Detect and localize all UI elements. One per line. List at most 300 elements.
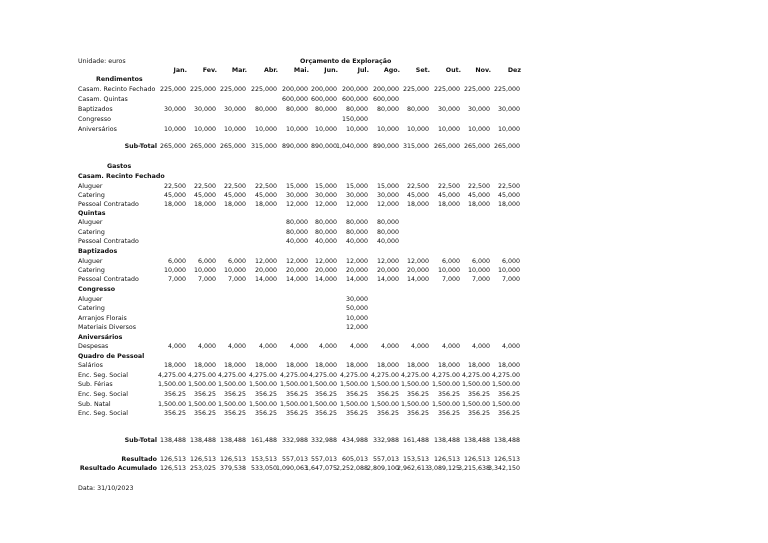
cell-value: 356.25: [163, 410, 186, 417]
cell-value: 10,000: [163, 267, 186, 274]
cell-value: 4,000: [197, 343, 216, 350]
row-label: Despesas: [78, 343, 109, 350]
row-label: Casam. Quintas: [78, 96, 128, 103]
cell-value: 4,000: [258, 343, 277, 350]
cell-value: 2,962,613: [396, 465, 429, 472]
cell-value: 18,000: [254, 362, 277, 369]
cell-value: 18,000: [254, 201, 277, 208]
cell-value: 40,000: [376, 238, 399, 245]
cell-value: 356.25: [376, 410, 399, 417]
cell-value: 1,500.00: [157, 381, 186, 388]
cell-value: 1,500.00: [491, 401, 520, 408]
cell-value: 265,000: [159, 143, 186, 150]
month-header: Abr.: [264, 67, 278, 74]
cell-value: 15,000: [314, 183, 337, 190]
cell-value: 18,000: [406, 201, 429, 208]
month-header: Mar.: [231, 67, 247, 74]
cell-value: 18,000: [223, 201, 246, 208]
cell-value: 7,000: [227, 276, 246, 283]
cell-value: 80,000: [345, 229, 368, 236]
cell-value: 18,000: [193, 201, 216, 208]
cell-value: 1,500.00: [400, 381, 429, 388]
cell-value: 10,000: [345, 126, 368, 133]
cell-value: 10,000: [345, 315, 368, 322]
cell-value: 1,500.00: [308, 401, 337, 408]
cell-value: 80,000: [376, 219, 399, 226]
cell-value: 225,000: [402, 86, 429, 93]
cell-value: 1,090,063: [275, 465, 308, 472]
cell-value: 22,500: [467, 183, 490, 190]
cell-value: 332,988: [281, 437, 308, 444]
cell-value: 1,500.00: [431, 401, 460, 408]
cell-value: 12,000: [376, 258, 399, 265]
cell-value: 4,275.00: [339, 372, 368, 379]
cell-value: 153,513: [250, 456, 277, 463]
row-label: Pessoal Contratado: [78, 238, 139, 245]
cell-value: 605,013: [341, 456, 368, 463]
cell-value: 4,275.00: [370, 372, 399, 379]
cell-value: 30,000: [437, 106, 460, 113]
cell-value: 40,000: [285, 238, 308, 245]
cell-value: 890,000: [281, 143, 308, 150]
cell-value: 4,275.00: [491, 372, 520, 379]
cell-value: 4,275.00: [217, 372, 246, 379]
cell-value: 30,000: [467, 106, 490, 113]
cell-value: 18,000: [345, 362, 368, 369]
cell-value: 30,000: [314, 192, 337, 199]
cell-value: 4,275.00: [187, 372, 216, 379]
cell-value: 7,000: [471, 276, 490, 283]
cell-value: 2,809,100: [366, 465, 399, 472]
month-header: Jun.: [324, 67, 338, 74]
month-header: Fev.: [202, 67, 217, 74]
cell-value: 4,000: [318, 343, 337, 350]
cell-value: 126,513: [463, 456, 490, 463]
cell-value: 200,000: [341, 86, 368, 93]
row-label: Enc. Seg. Social: [78, 410, 128, 417]
cell-value: 40,000: [314, 238, 337, 245]
cell-value: 356.25: [437, 391, 460, 398]
cell-value: 1,500.00: [370, 381, 399, 388]
cell-value: 1,500.00: [187, 401, 216, 408]
row-label: Aluguer: [78, 219, 103, 226]
cell-value: 10,000: [437, 267, 460, 274]
cell-value: 126,513: [219, 456, 246, 463]
month-header: Mai.: [293, 67, 309, 74]
month-header: Out.: [445, 67, 461, 74]
cell-value: 45,000: [193, 192, 216, 199]
cell-value: 15,000: [345, 183, 368, 190]
cell-value: 45,000: [437, 192, 460, 199]
cell-value: 225,000: [189, 86, 216, 93]
cell-value: 10,000: [193, 267, 216, 274]
cell-value: 138,488: [433, 437, 460, 444]
cell-value: 3,215,638: [457, 465, 490, 472]
cell-value: 22,500: [254, 183, 277, 190]
row-label: Pessoal Contratado: [78, 276, 139, 283]
cell-value: 20,000: [406, 267, 429, 274]
cell-value: 356.25: [285, 410, 308, 417]
cell-value: 4,000: [501, 343, 520, 350]
cell-value: 12,000: [345, 324, 368, 331]
cell-value: 150,000: [341, 116, 368, 123]
cell-value: 265,000: [189, 143, 216, 150]
row-label: Congresso: [78, 116, 111, 123]
cell-value: 434,988: [341, 437, 368, 444]
cell-value: 1,500.00: [431, 381, 460, 388]
row-label: Aluguer: [78, 296, 103, 303]
cell-value: 356.25: [163, 391, 186, 398]
cell-value: 379,538: [219, 465, 246, 472]
cell-value: 50,000: [345, 305, 368, 312]
unit-label: Unidade: euros: [78, 58, 126, 65]
cell-value: 22,500: [223, 183, 246, 190]
row-label: Sub. Natal: [78, 401, 111, 408]
cell-value: 80,000: [285, 106, 308, 113]
cell-value: 18,000: [223, 362, 246, 369]
cell-value: 1,500.00: [339, 401, 368, 408]
cell-value: 80,000: [254, 106, 277, 113]
cell-value: 10,000: [285, 126, 308, 133]
cell-value: 600,000: [372, 96, 399, 103]
cell-value: 356.25: [193, 391, 216, 398]
cell-value: 356.25: [467, 391, 490, 398]
row-label: Aluguer: [78, 258, 103, 265]
cell-value: 10,000: [406, 126, 429, 133]
row-label: Casam. Recinto Fechado: [78, 173, 165, 180]
cell-value: 225,000: [433, 86, 460, 93]
cell-value: 200,000: [281, 86, 308, 93]
cell-value: 80,000: [314, 106, 337, 113]
row-label: Casam. Recinto Fechado: [78, 86, 156, 93]
cell-value: 225,000: [219, 86, 246, 93]
cell-value: 20,000: [285, 267, 308, 274]
cell-value: 1,500.00: [248, 381, 277, 388]
row-label: Arranjos Florais: [78, 315, 127, 322]
cell-value: 20,000: [314, 267, 337, 274]
row-label: Aniversários: [78, 126, 117, 133]
cell-value: 18,000: [497, 201, 520, 208]
cell-value: 20,000: [345, 267, 368, 274]
cell-value: 1,500.00: [461, 401, 490, 408]
cell-value: 80,000: [345, 106, 368, 113]
cell-value: 1,500.00: [279, 401, 308, 408]
cell-value: 18,000: [163, 362, 186, 369]
cell-value: 356.25: [406, 391, 429, 398]
cell-value: 80,000: [376, 106, 399, 113]
cell-value: 30,000: [163, 106, 186, 113]
cell-value: 4,000: [167, 343, 186, 350]
cell-value: 4,000: [227, 343, 246, 350]
cell-value: 126,513: [159, 456, 186, 463]
cell-value: 1,500.00: [217, 401, 246, 408]
cell-value: 557,013: [281, 456, 308, 463]
cell-value: 22,500: [406, 183, 429, 190]
cell-value: 4,275.00: [157, 372, 186, 379]
cell-value: 45,000: [254, 192, 277, 199]
cell-value: 332,988: [372, 437, 399, 444]
cell-value: 315,000: [402, 143, 429, 150]
cell-value: 12,000: [314, 201, 337, 208]
cell-value: 126,513: [433, 456, 460, 463]
cell-value: 10,000: [254, 126, 277, 133]
cell-value: 18,000: [314, 362, 337, 369]
row-label: Resultado Acumulado: [79, 465, 157, 472]
row-label: Catering: [78, 305, 105, 312]
cell-value: 18,000: [437, 201, 460, 208]
cell-value: 10,000: [497, 267, 520, 274]
row-label: Materiais Diversos: [78, 324, 137, 331]
cell-value: 1,500.00: [308, 381, 337, 388]
subtotal-label: Sub-Total: [124, 437, 157, 444]
cell-value: 1,500.00: [370, 401, 399, 408]
cell-value: 1,500.00: [339, 381, 368, 388]
cell-value: 1,500.00: [157, 401, 186, 408]
cell-value: 22,500: [437, 183, 460, 190]
cell-value: 7,000: [501, 276, 520, 283]
cell-value: 80,000: [345, 219, 368, 226]
cell-value: 356.25: [254, 410, 277, 417]
cell-value: 18,000: [193, 362, 216, 369]
cell-value: 356.25: [497, 410, 520, 417]
cell-value: 138,488: [463, 437, 490, 444]
cell-value: 356.25: [285, 391, 308, 398]
cell-value: 40,000: [345, 238, 368, 245]
cell-value: 22,500: [193, 183, 216, 190]
cell-value: 600,000: [341, 96, 368, 103]
cell-value: 4,000: [471, 343, 490, 350]
cell-value: 1,500.00: [491, 381, 520, 388]
subtotal-label: Sub-Total: [124, 143, 157, 150]
cell-value: 12,000: [314, 258, 337, 265]
cell-value: 138,488: [493, 437, 520, 444]
cell-value: 14,000: [406, 276, 429, 283]
cell-value: 356.25: [314, 391, 337, 398]
sheet-title: Orçamento de Exploração: [300, 58, 392, 65]
cell-value: 12,000: [376, 201, 399, 208]
cell-value: 30,000: [285, 192, 308, 199]
cell-value: 10,000: [467, 126, 490, 133]
cell-value: 1,500.00: [248, 401, 277, 408]
cell-value: 600,000: [310, 96, 337, 103]
cell-value: 6,000: [197, 258, 216, 265]
cell-value: 4,275.00: [461, 372, 490, 379]
cell-value: 356.25: [345, 391, 368, 398]
cell-value: 1,500.00: [187, 381, 216, 388]
cell-value: 18,000: [163, 201, 186, 208]
cell-value: 30,000: [345, 296, 368, 303]
cell-value: 225,000: [250, 86, 277, 93]
cell-value: 200,000: [310, 86, 337, 93]
cell-value: 138,488: [189, 437, 216, 444]
cell-value: 18,000: [285, 362, 308, 369]
row-label: Catering: [78, 229, 105, 236]
cell-value: 80,000: [314, 219, 337, 226]
row-label: Salários: [78, 362, 103, 369]
row-label: Catering: [78, 267, 105, 274]
cell-value: 45,000: [223, 192, 246, 199]
cell-value: 1,040,000: [335, 143, 368, 150]
cell-value: 12,000: [285, 258, 308, 265]
cell-value: 4,275.00: [248, 372, 277, 379]
cell-value: 225,000: [159, 86, 186, 93]
cell-value: 6,000: [167, 258, 186, 265]
cell-value: 10,000: [467, 267, 490, 274]
cell-value: 80,000: [314, 229, 337, 236]
month-header: Jul.: [357, 67, 369, 74]
cell-value: 20,000: [376, 267, 399, 274]
cell-value: 7,000: [167, 276, 186, 283]
cell-value: 4,000: [349, 343, 368, 350]
cell-value: 10,000: [193, 126, 216, 133]
cell-value: 6,000: [501, 258, 520, 265]
cell-value: 890,000: [372, 143, 399, 150]
cell-value: 332,988: [310, 437, 337, 444]
cell-value: 12,000: [345, 201, 368, 208]
cell-value: 600,000: [281, 96, 308, 103]
row-label: Enc. Seg. Social: [78, 391, 128, 398]
row-label: Aluguer: [78, 183, 103, 190]
cell-value: 2,252,088: [335, 465, 368, 472]
cell-value: 18,000: [467, 201, 490, 208]
cell-value: 356.25: [437, 410, 460, 417]
cell-value: 1,500.00: [400, 401, 429, 408]
cell-value: 1,500.00: [217, 381, 246, 388]
cell-value: 533,050: [250, 465, 277, 472]
month-header: Set.: [415, 67, 430, 74]
cell-value: 4,275.00: [308, 372, 337, 379]
month-header: Ago.: [383, 67, 400, 74]
cell-value: 557,013: [310, 456, 337, 463]
cell-value: 14,000: [376, 276, 399, 283]
cell-value: 253,025: [189, 465, 216, 472]
cell-value: 4,000: [410, 343, 429, 350]
cell-value: 45,000: [163, 192, 186, 199]
cell-value: 3,089,125: [427, 465, 460, 472]
row-label: Aniversários: [78, 334, 123, 341]
cell-value: 4,275.00: [400, 372, 429, 379]
cell-value: 7,000: [441, 276, 460, 283]
cell-value: 315,000: [250, 143, 277, 150]
cell-value: 356.25: [345, 410, 368, 417]
cell-value: 18,000: [376, 362, 399, 369]
cell-value: 30,000: [497, 106, 520, 113]
row-label: Quintas: [78, 210, 106, 217]
cell-value: 4,000: [380, 343, 399, 350]
cell-value: 1,500.00: [461, 381, 490, 388]
cell-value: 356.25: [254, 391, 277, 398]
cell-value: 30,000: [376, 192, 399, 199]
month-header: Dez: [507, 67, 521, 74]
cell-value: 10,000: [437, 126, 460, 133]
cell-value: 18,000: [467, 362, 490, 369]
month-header: Jan.: [173, 67, 187, 74]
cell-value: 10,000: [376, 126, 399, 133]
month-header: Nov.: [475, 67, 491, 74]
cell-value: 356.25: [406, 410, 429, 417]
cell-value: 161,488: [402, 437, 429, 444]
cell-value: 30,000: [223, 106, 246, 113]
cell-value: 265,000: [493, 143, 520, 150]
cell-value: 45,000: [467, 192, 490, 199]
cell-value: 356.25: [376, 391, 399, 398]
row-label: Catering: [78, 192, 105, 199]
cell-value: 6,000: [227, 258, 246, 265]
cell-value: 1,647,075: [304, 465, 337, 472]
cell-value: 12,000: [285, 201, 308, 208]
cell-value: 6,000: [471, 258, 490, 265]
cell-value: 18,000: [406, 362, 429, 369]
cell-value: 18,000: [437, 362, 460, 369]
cell-value: 225,000: [493, 86, 520, 93]
cell-value: 356.25: [497, 391, 520, 398]
cell-value: 126,513: [189, 456, 216, 463]
cell-value: 20,000: [254, 267, 277, 274]
cell-value: 14,000: [345, 276, 368, 283]
cell-value: 161,488: [250, 437, 277, 444]
cell-value: 14,000: [254, 276, 277, 283]
cell-value: 80,000: [376, 229, 399, 236]
rendimentos-header: Rendimentos: [96, 76, 143, 83]
cell-value: 22,500: [497, 183, 520, 190]
cell-value: 126,513: [159, 465, 186, 472]
cell-value: 265,000: [433, 143, 460, 150]
row-label: Baptizados: [78, 248, 118, 255]
cell-value: 356.25: [193, 410, 216, 417]
row-label: Enc. Seg. Social: [78, 372, 128, 379]
row-label: Congresso: [78, 286, 116, 293]
cell-value: 80,000: [406, 106, 429, 113]
cell-value: 4,275.00: [279, 372, 308, 379]
row-label: Baptizados: [78, 106, 113, 113]
row-label: Quadro de Pessoal: [78, 353, 145, 360]
cell-value: 4,000: [289, 343, 308, 350]
cell-value: 45,000: [406, 192, 429, 199]
cell-value: 15,000: [376, 183, 399, 190]
cell-value: 80,000: [285, 229, 308, 236]
cell-value: 126,513: [493, 456, 520, 463]
cell-value: 15,000: [285, 183, 308, 190]
cell-value: 225,000: [463, 86, 490, 93]
cell-value: 10,000: [163, 126, 186, 133]
cell-value: 45,000: [497, 192, 520, 199]
cell-value: 200,000: [372, 86, 399, 93]
row-label: Resultado: [121, 456, 157, 463]
cell-value: 10,000: [497, 126, 520, 133]
cell-value: 356.25: [467, 410, 490, 417]
cell-value: 7,000: [197, 276, 216, 283]
cell-value: 14,000: [314, 276, 337, 283]
cell-value: 265,000: [219, 143, 246, 150]
cell-value: 10,000: [223, 267, 246, 274]
cell-value: 265,000: [463, 143, 490, 150]
cell-value: 22,500: [163, 183, 186, 190]
cell-value: 80,000: [285, 219, 308, 226]
cell-value: 1,500.00: [279, 381, 308, 388]
cell-value: 138,488: [219, 437, 246, 444]
cell-value: 12,000: [345, 258, 368, 265]
cell-value: 18,000: [497, 362, 520, 369]
gastos-header: Gastos: [107, 163, 132, 170]
cell-value: 10,000: [223, 126, 246, 133]
cell-value: 30,000: [193, 106, 216, 113]
cell-value: 30,000: [345, 192, 368, 199]
cell-value: 356.25: [223, 410, 246, 417]
cell-value: 12,000: [254, 258, 277, 265]
cell-value: 153,513: [402, 456, 429, 463]
cell-value: 4,000: [441, 343, 460, 350]
cell-value: 3,342,150: [487, 465, 520, 472]
